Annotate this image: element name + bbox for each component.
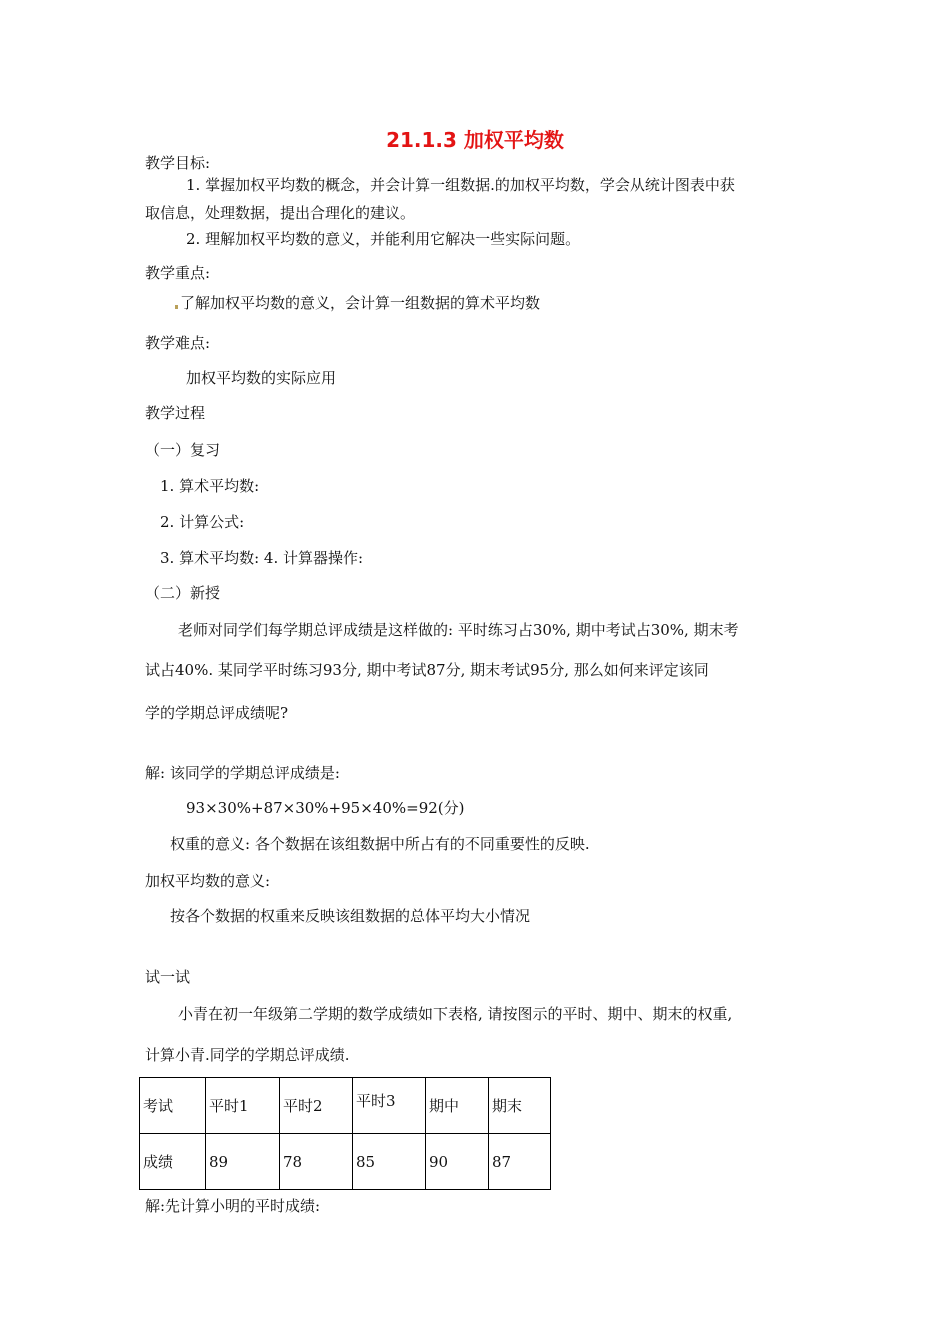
review-item-1: 1. 算术平均数: — [160, 477, 260, 495]
process-heading: 教学过程 — [145, 404, 206, 422]
grades-table — [139, 1077, 551, 1190]
goal-1-line-1: 1. 掌握加权平均数的概念，并会计算一组数据.的加权平均数，学会从统计图表中获 — [186, 176, 735, 194]
key-points-text: 了解加权平均数的意义，会计算一组数据的算术平均数 — [180, 294, 541, 312]
review-heading: （一）复习 — [145, 441, 221, 459]
table-header-cell: 期中 — [426, 1078, 489, 1134]
table-cell: 78 — [280, 1134, 353, 1190]
table-header-row — [140, 1078, 551, 1134]
stray-mark — [175, 305, 178, 309]
table-cell: 85 — [353, 1134, 426, 1190]
try-line-2: 计算小青.同学的学期总评成绩. — [145, 1046, 350, 1064]
weight-meaning: 权重的意义: 各个数据在该组数据中所占有的不同重要性的反映. — [170, 835, 590, 853]
goal-1-line-2: 取信息，处理数据，提出合理化的建议。 — [145, 204, 416, 222]
page-title: 21.1.3 加权平均数 — [386, 128, 564, 152]
try-heading: 试一试 — [145, 968, 191, 986]
weighted-mean-heading: 加权平均数的意义: — [145, 872, 271, 890]
solution-intro: 解: 该同学的学期总评成绩是: — [145, 764, 340, 782]
difficulty-text: 加权平均数的实际应用 — [186, 369, 337, 387]
table-header-cell: 期末 — [489, 1078, 551, 1134]
new-lesson-heading: （二）新授 — [145, 584, 221, 602]
try-solution: 解:先计算小明的平时成绩: — [145, 1197, 321, 1215]
problem-line-1: 老师对同学们每学期总评成绩是这样做的: 平时练习占30%, 期中考试占30%, 期末考 — [178, 621, 739, 639]
table-header-cell: 平时3 — [353, 1078, 426, 1134]
table-cell: 87 — [489, 1134, 551, 1190]
difficulty-heading: 教学难点: — [145, 334, 211, 352]
table-header-cell: 平时1 — [206, 1078, 280, 1134]
problem-line-3: 学的学期总评成绩呢? — [145, 704, 289, 722]
goal-2: 2. 理解加权平均数的意义，并能利用它解决一些实际问题。 — [186, 230, 581, 248]
table-cell: 90 — [426, 1134, 489, 1190]
table-cell: 成绩 — [140, 1134, 206, 1190]
try-line-1: 小青在初一年级第二学期的数学成绩如下表格, 请按图示的平时、期中、期末的权重, — [178, 1005, 733, 1023]
key-points-heading: 教学重点: — [145, 264, 211, 282]
table-header-cell: 平时2 — [280, 1078, 353, 1134]
weighted-mean-text: 按各个数据的权重来反映该组数据的总体平均大小情况 — [170, 907, 531, 925]
table-row — [140, 1134, 551, 1190]
solution-formula: 93×30%+87×30%+95×40%=92(分) — [186, 799, 465, 817]
table-header-cell: 考试 — [140, 1078, 206, 1134]
problem-line-2: 试占40%. 某同学平时练习93分, 期中考试87分, 期末考试95分, 那么如何来评定该同 — [145, 661, 709, 679]
review-item-2: 2. 计算公式: — [160, 513, 245, 531]
table-cell: 89 — [206, 1134, 280, 1190]
goals-heading: 教学目标: — [145, 154, 211, 172]
review-item-3: 3. 算术平均数: 4. 计算器操作: — [160, 549, 364, 567]
